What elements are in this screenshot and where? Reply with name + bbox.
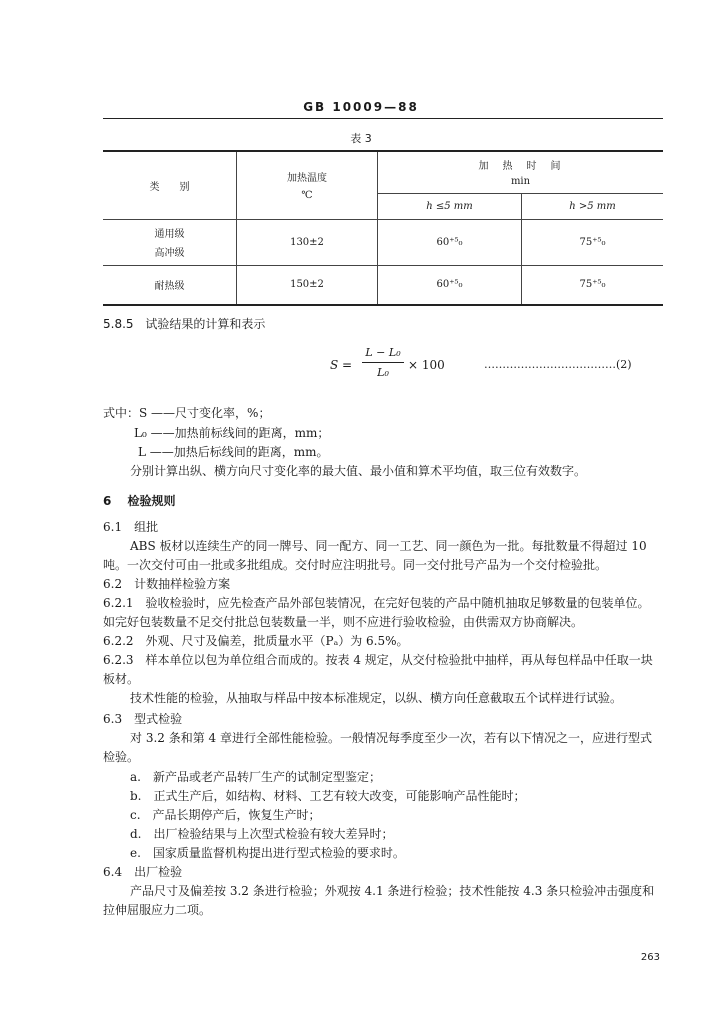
section-title: 检验规则 [127, 494, 176, 508]
header-time-unit: min [510, 176, 531, 188]
formula-lhs: S = [330, 358, 353, 372]
header-rule [103, 118, 663, 119]
paragraph-line: 技术性能的检验，从抽取与样品中按本标准规定，以纵、横方向任意截取五个试样进行试验。 [130, 691, 623, 705]
heating-table [103, 150, 663, 306]
paragraph-line: 6.2.3 样本单位以包为单位组合而成的。按表 4 规定，从交付检验批中抽样，再从每包样品中任取一块 [103, 653, 653, 667]
row-time-gt: 75⁺⁵₀ [522, 219, 664, 265]
paragraph-line: 吨。一次交付可由一批或多批组成。交付时应注明批号。同一交付批号产品为一个交付检验批。 [103, 558, 608, 572]
paragraph-line: 产品尺寸及偏差按 3.2 条进行检验；外观按 4.1 条进行检验；技术性能按 4.3 条只检验冲击强度和 [130, 884, 655, 898]
page-number: 263 [640, 952, 660, 963]
header-temp-unit: ℃ [301, 190, 313, 202]
paragraph-line: 板材。 [103, 672, 140, 686]
list-item: c. 产品长期停产后，恢复生产时； [130, 808, 321, 822]
paragraph-line: 检验。 [103, 750, 140, 764]
section-number: 5.8.5 [103, 317, 134, 331]
header-category [103, 151, 237, 219]
list-item: b. 正式生产后，如结构、材料、工艺有较大改变，可能影响产品性能时； [130, 789, 526, 803]
paragraph-line: 6.2.1 验收检验时，应先检查产品外部包装情况，在完好包装的产品中随机抽取足够数量的包装单位。 [103, 596, 650, 610]
where-line: L₀ ——加热前标线间的距离，mm； [134, 426, 330, 440]
row-time-le: 60⁺⁵₀ [378, 265, 522, 305]
standard-code: GB 10009—88 [303, 100, 419, 114]
table-title: 表 3 [350, 132, 372, 145]
formula-reference: ………………………………(2) [484, 358, 632, 371]
header-category-label: 类 别 [149, 181, 190, 193]
paragraph-line: 拉伸屈服应力二项。 [103, 903, 212, 917]
formula-fraction-bar [362, 362, 404, 363]
where-line: 式中：S ——尺寸变化率，%； [103, 406, 271, 420]
paragraph-line: 对 3.2 条和第 4 章进行全部性能检验。一般情况每季度至少一次，若有以下情况之一，应进行型式 [130, 731, 652, 745]
row-time-gt: 75⁺⁵₀ [522, 265, 664, 305]
section-585-heading [103, 315, 265, 332]
section-6-heading [103, 492, 176, 509]
header-temp [237, 151, 378, 219]
row-temp: 130±2 [237, 219, 378, 265]
list-item: d. 出厂检验结果与上次型式检验有较大差异时； [130, 827, 394, 841]
paragraph-line: 6.2.2 外观、尺寸及偏差，批质量水平（Pₐ）为 6.5%。 [103, 634, 409, 648]
row-temp: 150±2 [237, 265, 378, 305]
section-number: 6 [103, 494, 112, 508]
paragraph-line: 如完好包装数量不足交付批总包装数量一半，则不应进行验收检验，由供需双方协商解决。 [103, 615, 584, 629]
formula-rhs: × 100 [408, 358, 445, 372]
paragraph: 分别计算出纵、横方向尺寸变化率的最大值、最小值和算术平均值，取三位有效数字。 [130, 464, 587, 478]
category-line: 高冲级 [154, 248, 185, 259]
section-61-heading: 6.1 组批 [103, 520, 159, 534]
where-line: L ——加热后标线间的距离，mm。 [138, 445, 329, 459]
formula-denominator: L₀ [377, 366, 389, 379]
row-category [103, 219, 237, 265]
paragraph-line: ABS 板材以连续生产的同一牌号、同一配方、同一工艺、同一颜色为一批。每批数量不得超过 10 [130, 539, 647, 553]
subheader-h-le: h ≤5 mm [378, 193, 522, 219]
section-64-heading: 6.4 出厂检验 [103, 865, 183, 879]
header-time [378, 151, 664, 193]
formula-numerator: L − L₀ [365, 346, 401, 359]
table-row [103, 265, 663, 305]
subheader-h-gt: h >5 mm [522, 193, 664, 219]
category-line: 通用级 [154, 229, 185, 240]
table-row [103, 219, 663, 265]
row-category: 耐热级 [103, 265, 237, 305]
section-63-heading: 6.3 型式检验 [103, 712, 183, 726]
section-62-heading: 6.2 计数抽样检验方案 [103, 577, 231, 591]
list-item: a. 新产品或老产品转厂生产的试制定型鉴定； [130, 770, 381, 784]
header-temp-label: 加热温度 [287, 173, 327, 185]
list-item: e. 国家质量监督机构提出进行型式检验的要求时。 [130, 846, 405, 860]
section-title: 试验结果的计算和表示 [145, 317, 266, 331]
row-time-le: 60⁺⁵₀ [378, 219, 522, 265]
header-time-label: 加 热 时 间 [478, 161, 563, 173]
